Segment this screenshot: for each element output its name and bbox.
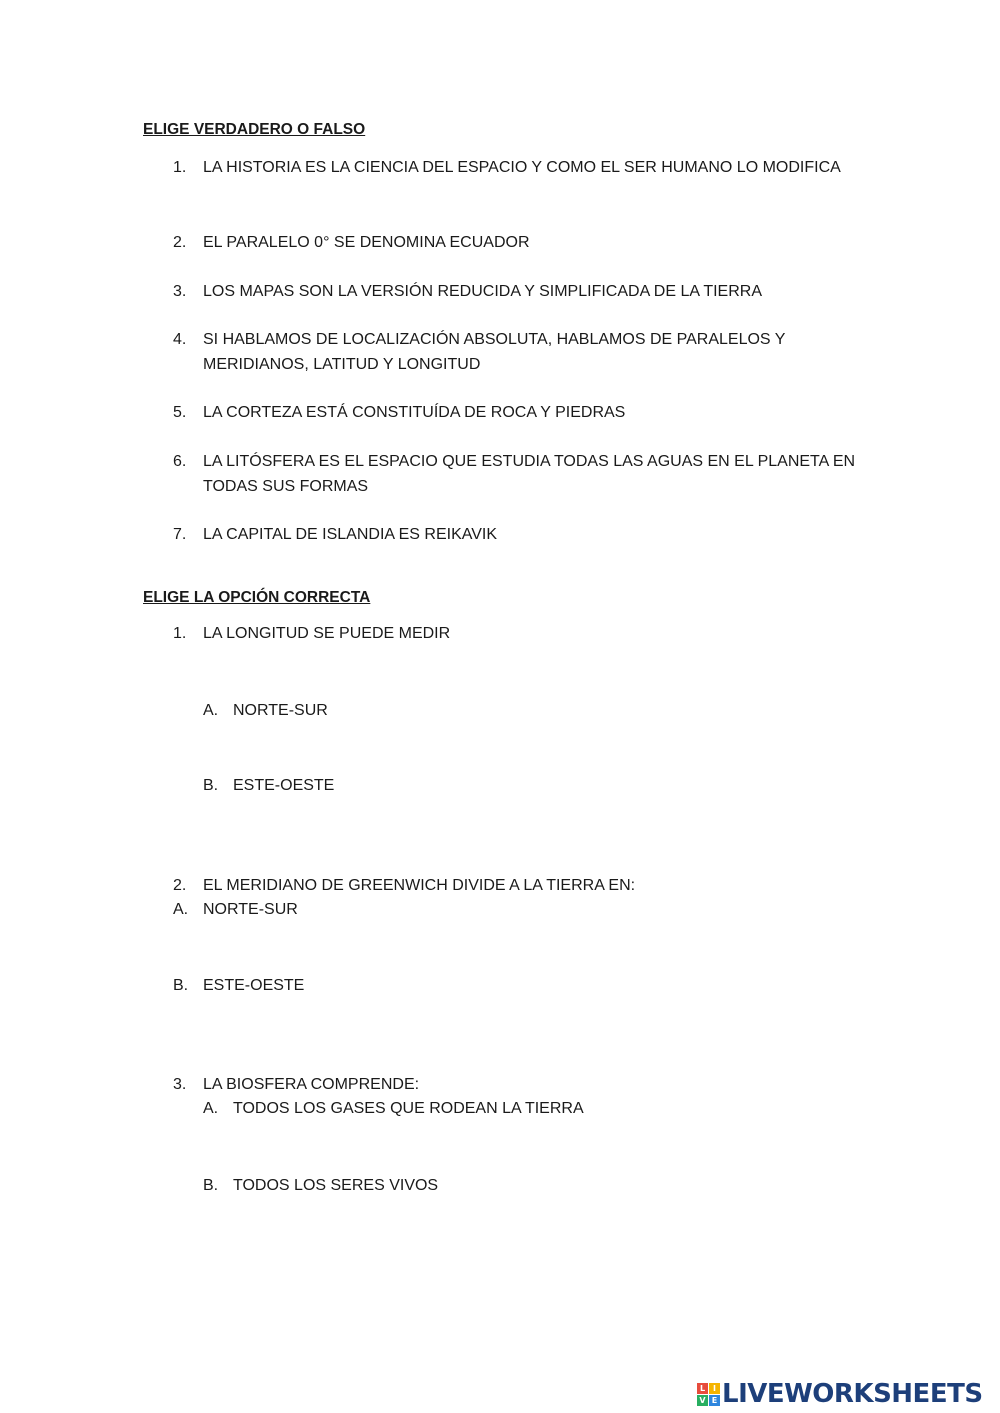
option-text: ESTE-OESTE	[203, 977, 305, 994]
tf-item-text: LA CAPITAL DE ISLANDIA ES REIKAVIK	[203, 526, 498, 543]
question-text: EL MERIDIANO DE GREENWICH DIVIDE A LA TIERRA EN:	[203, 877, 636, 894]
question-number: 2.	[173, 877, 187, 894]
tf-item-number: 3.	[173, 283, 187, 300]
liveworksheets-logo	[697, 1378, 983, 1410]
tf-item-number: 5.	[173, 404, 187, 421]
question-number: 3.	[173, 1076, 187, 1093]
question-number: 1.	[173, 625, 187, 642]
tf-item-number: 7.	[173, 526, 187, 543]
section-heading-true-false: ELIGE VERDADERO O FALSO	[143, 121, 366, 138]
tf-item-text: LOS MAPAS SON LA VERSIÓN REDUCIDA Y SIMPLIFICADA DE LA TIERRA	[203, 283, 762, 300]
tf-item-text: EL PARALELO 0° SE DENOMINA ECUADOR	[203, 234, 530, 251]
tf-item-number: 6.	[173, 453, 187, 470]
option-letter: A.	[203, 1100, 219, 1117]
tf-item-text: LA CORTEZA ESTÁ CONSTITUÍDA DE ROCA Y PIEDRAS	[203, 404, 626, 421]
logo-tile-e: E	[709, 1395, 720, 1406]
tf-item-number: 1.	[173, 159, 187, 176]
tf-item-text-continued: TODAS SUS FORMAS	[203, 478, 369, 495]
liveworksheets-logo-icon	[697, 1383, 720, 1406]
tf-item-text: LA HISTORIA ES LA CIENCIA DEL ESPACIO Y COMO EL SER HUMANO LO MODIFICA	[203, 159, 841, 176]
logo-wordmark: LIVEWORKSHEETS	[722, 1379, 983, 1409]
tf-item-text: LA LITÓSFERA ES EL ESPACIO QUE ESTUDIA TODAS LAS AGUAS EN EL PLANETA EN	[203, 453, 856, 470]
option-letter: B.	[173, 977, 189, 994]
logo-tile-i: I	[709, 1383, 720, 1394]
logo-tile-v: V	[697, 1395, 708, 1406]
option-text: TODOS LOS SERES VIVOS	[233, 1177, 439, 1194]
question-text: LA BIOSFERA COMPRENDE:	[203, 1076, 420, 1093]
option-letter: B.	[203, 1177, 219, 1194]
tf-item-text-continued: MERIDIANOS, LATITUD Y LONGITUD	[203, 356, 481, 373]
option-text: ESTE-OESTE	[233, 777, 335, 794]
option-letter: B.	[203, 777, 219, 794]
tf-item-number: 4.	[173, 331, 187, 348]
question-text: LA LONGITUD SE PUEDE MEDIR	[203, 625, 451, 642]
option-letter: A.	[203, 702, 219, 719]
option-letter: A.	[173, 901, 189, 918]
tf-item-text: SI HABLAMOS DE LOCALIZACIÓN ABSOLUTA, HABLAMOS DE PARALELOS Y	[203, 331, 786, 348]
option-text: NORTE-SUR	[233, 702, 328, 719]
tf-item-number: 2.	[173, 234, 187, 251]
option-text: NORTE-SUR	[203, 901, 298, 918]
section-heading-multiple-choice: ELIGE LA OPCIÓN CORRECTA	[143, 589, 371, 606]
logo-tile-l: L	[697, 1383, 708, 1394]
option-text: TODOS LOS GASES QUE RODEAN LA TIERRA	[233, 1100, 584, 1117]
